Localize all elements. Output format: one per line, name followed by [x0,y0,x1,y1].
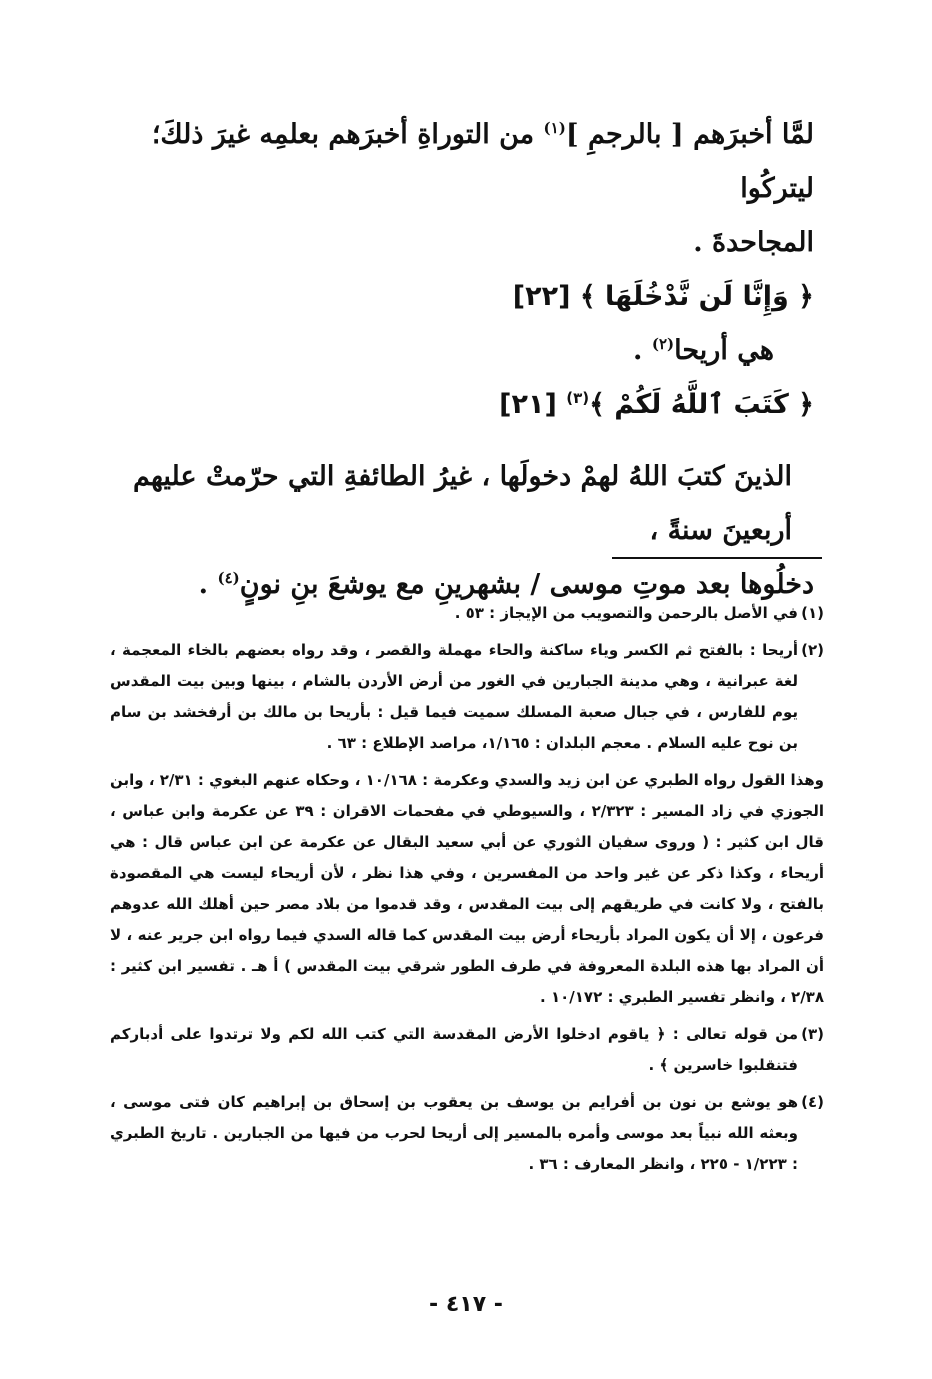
footnote-text: هو يوشع بن نون بن أفرايم بن يوسف بن يعقوب بن إسحاق بن إبراهيم كان فتى موسى ، وبعثه الله نبياً بعد موسى وأمره بالمسير إلى أريحا لحرب من فيها من الجبارين . تاريخ الطبري : ١/٢٢٣ - ٢٢٥ ، وانظر المعارف : ٣٦ . [110,1093,798,1173]
line3-end: . [633,335,652,366]
quran-verse-2 [124,378,814,432]
verse2-text: ﴿ كَتَبَ ٱللَّهُ لَكُمْ ﴾ [589,389,814,420]
verse2-number: [٢١] [499,389,567,420]
footnote-ref-1[interactable]: (١) [543,119,566,137]
quran-verse-1: ﴿ وَإِنَّا لَن نَّدْخُلَهَا ﴾ [٢٢] [512,281,814,312]
page-number: - ٤١٧ - [429,1292,503,1317]
footnote-separator [612,557,822,559]
line5-end: . [198,569,218,600]
main-line-1 [124,108,814,216]
main-text [124,108,814,612]
line1-rest: من التوراةِ أخبرَهم بعلمِه غيرَ ذلكَ؛ ليتركُوا [151,119,814,204]
spacer [124,432,814,450]
footnote-number: (٢) [801,641,824,659]
footnote-ref-3[interactable]: (٣) [566,389,590,407]
main-line-3 [124,324,814,378]
footnotes [110,598,824,1186]
line3-text: هي أريحا [674,335,774,366]
main-line-2: المجاحدةَ . [693,227,814,258]
line5-text: دخلُوها بعد موتِ موسى / بشهرينِ مع يوشعَ بنِ نونٍ [239,569,814,600]
footnote-3 [110,1019,824,1081]
footnote-number: (٣) [801,1025,824,1043]
footnote-text: أريحا : بالفتح ثم الكسر وياء ساكنة والحاء مهملة والقصر ، وقد رواه بعضهم بالخاء المعجمة ، لغة عبرانية ، وهي مدينة الجبارين في الغور من أرض الأردن بالشام ، بينها وبين بيت المقدس يوم للفارس ، في جبال صعبة المسلك سميت فيما قيل : بأريحا بن مالك بن أرفخشد بن سام بن نوح عليه السلام . معجم البلدان : ١/١٦٥، مراصد الإطلاع : ٦٣ . [110,641,798,752]
main-line-4: الذينَ كتبَ اللهُ لهمْ دخولَها ، غيرُ الطائفةِ التي حرّمتْ عليهم أربعينَ سنةً ، [132,461,792,546]
footnote-text: من قوله تعالى : ﴿ ياقوم ادخلوا الأرض المقدسة التي كتب الله لكم ولا ترتدوا على أدباركم فتنقلبوا خاسرين ﴾ . [110,1025,798,1074]
footnote-1 [110,598,824,629]
footnote-2-continuation: وهذا القول رواه الطبري عن ابن زيد والسدي وعكرمة : ١٠/١٦٨ ، وحكاه عنهم البغوي : ٢/٣١ ، وابن الجوزي في زاد المسير : ٢/٣٢٣ ، والسيوطي في مفحمات الاقران : ٣٩ عن عكرمة وابن عباس ، قال ابن كثير : ( وروى سفيان الثوري عن أبي سعيد البقال عن عكرمة عن ابن عباس قال : هي أريحاء ، وكذا ذكر عن غير واحد من المفسرين ، وفي هذا نظر ، لأن أريحاء ليست هي المقصودة بالفتح ، ولا كانت في طريقهم إلى بيت المقدس ، وقد قدموا من بلاد مصر حين أهلك الله عدوهم فرعون ، إلا أن يكون المراد بأريحاء أرض بيت المقدس كما قاله السدي فيما رواه ابن جرير عنه ، لا أن المراد بها هذه البلدة المعروفة في طرف الطور شرقي بيت المقدس ) أ هـ . تفسير ابن كثير : ٢/٣٨ ، وانظر تفسير الطبري : ١٠/١٧٢ . [110,771,824,1006]
footnote-number: (٤) [801,1093,824,1111]
line1-text: لمَّا أخبرَهم [ بالرجمِ ] [565,119,814,150]
footnote-text: في الأصل بالرحمن والتصويب من الإيجاز : ٥٣ . [454,604,798,622]
footnote-2 [110,635,824,759]
footnote-number: (١) [801,604,824,622]
footnote-ref-2[interactable]: (٢) [651,335,675,353]
footnote-4 [110,1087,824,1180]
footnote-ref-4[interactable]: (٤) [217,569,240,587]
